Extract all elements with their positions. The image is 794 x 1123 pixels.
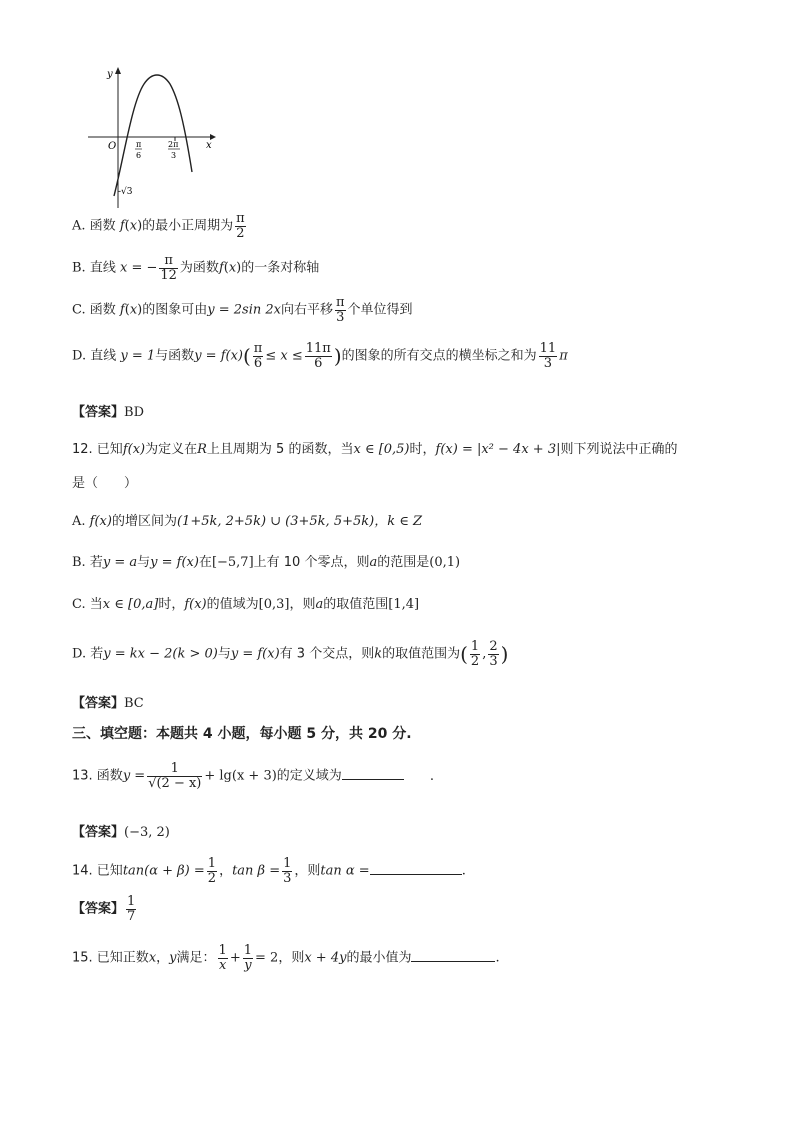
option-text: 与函数 — [155, 348, 195, 364]
stem-text: 15. 已知正数 — [72, 950, 149, 966]
frac-num: 11π — [305, 341, 331, 356]
fraction — [539, 342, 558, 370]
section-heading: 三、填空题：本题共 4 小题，每小题 5 分，共 20 分. — [72, 726, 412, 742]
separator: ， — [156, 950, 170, 966]
stem-text: 的最小值为 — [346, 950, 412, 966]
math-expr: y = f(x) — [150, 555, 199, 570]
option-text: 的值域为 — [206, 597, 259, 612]
math-expr: π — [559, 348, 568, 364]
period: . — [495, 950, 500, 966]
frac-den: 6 — [253, 355, 263, 371]
frac-num: 2 — [489, 639, 498, 654]
math-expr: [0,3] — [258, 597, 290, 612]
question-12-stem — [72, 438, 677, 457]
stem-text: 12. 已知 — [72, 442, 123, 457]
y-axis-label: y — [107, 69, 113, 80]
frac-den: 3 — [543, 355, 553, 371]
math-x: x — [129, 218, 138, 234]
question-15 — [72, 944, 500, 972]
option-text: 个单位得到 — [347, 302, 413, 318]
option-11-c: C. 函数 f(x)的图象可由y = 2sin 2x向右平移 $\frac{\pi}{3}$ 个单位得到 — [72, 295, 413, 325]
frac-den: y — [244, 957, 252, 973]
option-text: 函数 — [89, 302, 116, 318]
option-text: 与 — [137, 555, 151, 570]
math-expr: y — [169, 950, 177, 966]
answer-blank[interactable] — [342, 767, 404, 780]
tick-label-pi-6-num: π — [136, 140, 142, 149]
frac-num: 1 — [147, 762, 202, 777]
stem-text: 上且周期为 5 的函数，当 — [206, 442, 354, 457]
frac-den: 2 — [470, 653, 480, 669]
option-text: 向右平移 — [280, 302, 333, 318]
math-expr: y = — [122, 768, 146, 784]
math-expr: R — [197, 442, 207, 457]
paren-open: ( — [242, 344, 251, 369]
option-letter: D. — [72, 646, 87, 662]
math-expr: ≤ x ≤ — [265, 348, 303, 364]
option-text: 为函数 — [179, 260, 219, 276]
stem-text: 满足： — [176, 950, 216, 966]
period: . — [461, 863, 466, 879]
math-expr: x ∈ [0,a] — [102, 597, 159, 612]
stem-text: 为定义在 — [145, 442, 198, 457]
fraction — [243, 944, 253, 972]
option-letter: B. — [72, 555, 86, 570]
option-text: 的图象的所有交点的横坐标之和为 — [341, 348, 537, 364]
math-expr: tan(α + β) = — [122, 863, 205, 879]
option-12-b — [72, 551, 460, 570]
tick-label-2pi-3-num: 2π — [168, 140, 179, 149]
frac-den: 7 — [127, 908, 136, 924]
option-text: 的取值范围 — [323, 597, 389, 612]
frac-num: π — [236, 211, 245, 226]
option-text: 的取值范围为 — [382, 646, 461, 662]
math-expr: y = f(x) — [194, 348, 243, 364]
math-expr: y = 1 — [120, 348, 156, 364]
fraction — [470, 640, 480, 668]
stem-text: ，则 — [294, 863, 321, 879]
math-expr: tan β = — [232, 863, 281, 879]
frac-den: 3 — [283, 870, 292, 886]
option-letter: C. — [72, 302, 86, 318]
option-letter: C. — [72, 597, 86, 612]
frac-num: 1 — [243, 943, 253, 958]
separator: ， — [219, 863, 233, 879]
fraction — [235, 212, 246, 240]
fraction — [147, 762, 202, 790]
math-expr: f(x) — [89, 514, 112, 529]
sine-graph-figure — [84, 62, 224, 212]
frac-den: √(2 − x) — [148, 775, 202, 791]
frac-den: x — [219, 957, 227, 973]
math-expr: y = 2sin 2x — [207, 302, 281, 318]
stem-text: ，则 — [278, 950, 305, 966]
question-12-stem-line2: 是（ ） — [72, 476, 138, 491]
fraction — [282, 857, 292, 885]
answer-value: BC — [124, 696, 144, 711]
stem-text: 时， — [409, 442, 436, 457]
math-expr: y = f(x) — [230, 646, 280, 662]
option-letter: A. — [72, 514, 86, 529]
stem-text: 14. 已知 — [72, 863, 123, 879]
math-expr: = 2 — [255, 950, 279, 966]
math-expr: (0,1) — [429, 555, 461, 570]
fraction — [218, 944, 228, 972]
option-letter: A. — [72, 218, 86, 234]
question-14 — [72, 857, 466, 885]
answer-11 — [72, 401, 144, 420]
stem-text: 的定义域为 — [276, 768, 342, 784]
option-text: 直线 — [89, 260, 116, 276]
fraction — [305, 342, 332, 370]
frac-den: 3 — [489, 653, 498, 669]
answer-value: BD — [124, 405, 144, 420]
option-text: 当 — [89, 597, 103, 612]
option-letter: B. — [72, 260, 86, 276]
math-expr: f(x) — [122, 442, 146, 457]
option-text: 的范围是 — [377, 555, 430, 570]
question-13 — [72, 762, 434, 790]
frac-den: 3 — [336, 309, 345, 325]
answer-blank[interactable] — [370, 862, 462, 875]
paren-close: ) — [333, 344, 342, 369]
option-text: 若 — [90, 646, 104, 662]
math-expr: tan α = — [320, 863, 370, 879]
frac-num: π — [253, 341, 263, 356]
x-axis-label: x — [206, 140, 212, 151]
math-expr: ，k ∈ Z — [374, 514, 423, 529]
math-expr: [1,4] — [388, 597, 420, 612]
y-intercept-label: -√3 — [118, 187, 133, 197]
option-text: 在 — [198, 555, 212, 570]
option-12-a — [72, 510, 422, 529]
math-expr: a — [315, 597, 324, 612]
math-expr: f(x) — [184, 597, 207, 612]
stem-text: 则下列说法中正确的 — [560, 442, 678, 457]
math-expr: x = − — [119, 260, 158, 276]
option-text: 若 — [89, 555, 103, 570]
option-text: 上有 10 个零点，则 — [253, 555, 370, 570]
math-expr: y = kx − 2(k > 0) — [103, 646, 218, 662]
period: . — [429, 768, 434, 784]
sine-curve — [114, 75, 192, 196]
math-expr: k — [374, 646, 383, 662]
math-x: x — [129, 302, 138, 318]
option-text: ，则 — [289, 597, 316, 612]
option-text: 直线 — [90, 348, 117, 364]
frac-den: 6 — [314, 355, 323, 371]
fraction — [335, 296, 346, 324]
frac-num: 1 — [207, 856, 217, 871]
math-f: f — [119, 218, 125, 234]
answer-fraction — [126, 895, 136, 923]
option-text: 与 — [217, 646, 231, 662]
option-text: 函数 — [89, 218, 116, 234]
fraction — [159, 254, 178, 282]
frac-num: π — [335, 295, 345, 310]
math-f: f — [218, 260, 224, 276]
math-expr: x — [148, 950, 157, 966]
frac-den: 2 — [207, 870, 217, 886]
answer-tag: 【答案】 — [72, 405, 125, 420]
math-expr: + lg(x + 3) — [204, 768, 277, 784]
y-axis-arrow — [115, 67, 121, 74]
math-expr: x ∈ [0,5) — [353, 442, 410, 457]
fraction — [207, 857, 217, 885]
stem-text: 13. 函数 — [72, 768, 123, 784]
frac-num: 11 — [539, 341, 557, 356]
math-expr: y = a — [102, 555, 138, 570]
math-expr: (1+5k, 2+5k) ∪ (3+5k, 5+5k) — [176, 514, 375, 529]
option-11-d — [72, 342, 568, 370]
answer-14 — [72, 895, 138, 923]
math-f: f — [119, 302, 125, 318]
frac-num: 1 — [218, 943, 227, 958]
answer-tag: 【答案】 — [72, 696, 125, 711]
plus: + — [229, 950, 241, 966]
answer-13 — [72, 821, 170, 840]
option-text: 的图象可由 — [142, 302, 208, 318]
math-expr: [−5,7] — [211, 555, 254, 570]
option-12-d: D. 若y = kx − 2(k > 0)与y = f(x)有 3 个交点，则k的取值范围为( $\frac{1}{2}$ , $\frac{2}{3}$ ) — [72, 639, 509, 669]
option-text: 的增区间为 — [111, 514, 177, 529]
option-text: 的最小正周期为 — [142, 218, 234, 234]
frac-den: 12 — [160, 267, 177, 283]
option-text: 有 3 个交点，则 — [279, 646, 375, 662]
math-x: x — [228, 260, 237, 276]
origin-label: O — [108, 141, 117, 152]
option-11-a: A. 函数 f(x)的最小正周期为 $\frac{\pi}{2}$ — [72, 211, 245, 241]
frac-den: 2 — [236, 225, 245, 241]
option-text: 的一条对称轴 — [241, 260, 320, 276]
option-text: 时， — [158, 597, 185, 612]
answer-tag: 【答案】 — [72, 825, 125, 840]
tick-label-pi-6-den: 6 — [136, 151, 142, 160]
frac-num: 1 — [470, 639, 480, 654]
option-12-c — [72, 593, 419, 612]
math-expr: x + 4y — [304, 950, 347, 966]
frac-num: 1 — [283, 856, 292, 871]
tick-label-2pi-3-den: 3 — [171, 151, 177, 160]
fraction — [253, 342, 264, 370]
option-11-b: B. 直线 x = − $\frac{\pi}{12}$ 为函数f(x)的一条对称轴 — [72, 253, 320, 283]
math-expr: f(x) = |x² − 4x + 3| — [435, 442, 561, 457]
frac-num: 1 — [127, 894, 136, 909]
answer-value: (−3, 2) — [124, 825, 170, 840]
fraction — [488, 640, 498, 668]
answer-12 — [72, 692, 144, 711]
paren-open: ( — [460, 642, 468, 667]
answer-tag: 【答案】 — [72, 901, 125, 917]
frac-num: π — [159, 254, 178, 269]
math-expr: a — [369, 555, 378, 570]
paren-close: ) — [500, 642, 509, 667]
option-letter: D. — [72, 348, 87, 364]
answer-blank[interactable] — [411, 949, 495, 962]
